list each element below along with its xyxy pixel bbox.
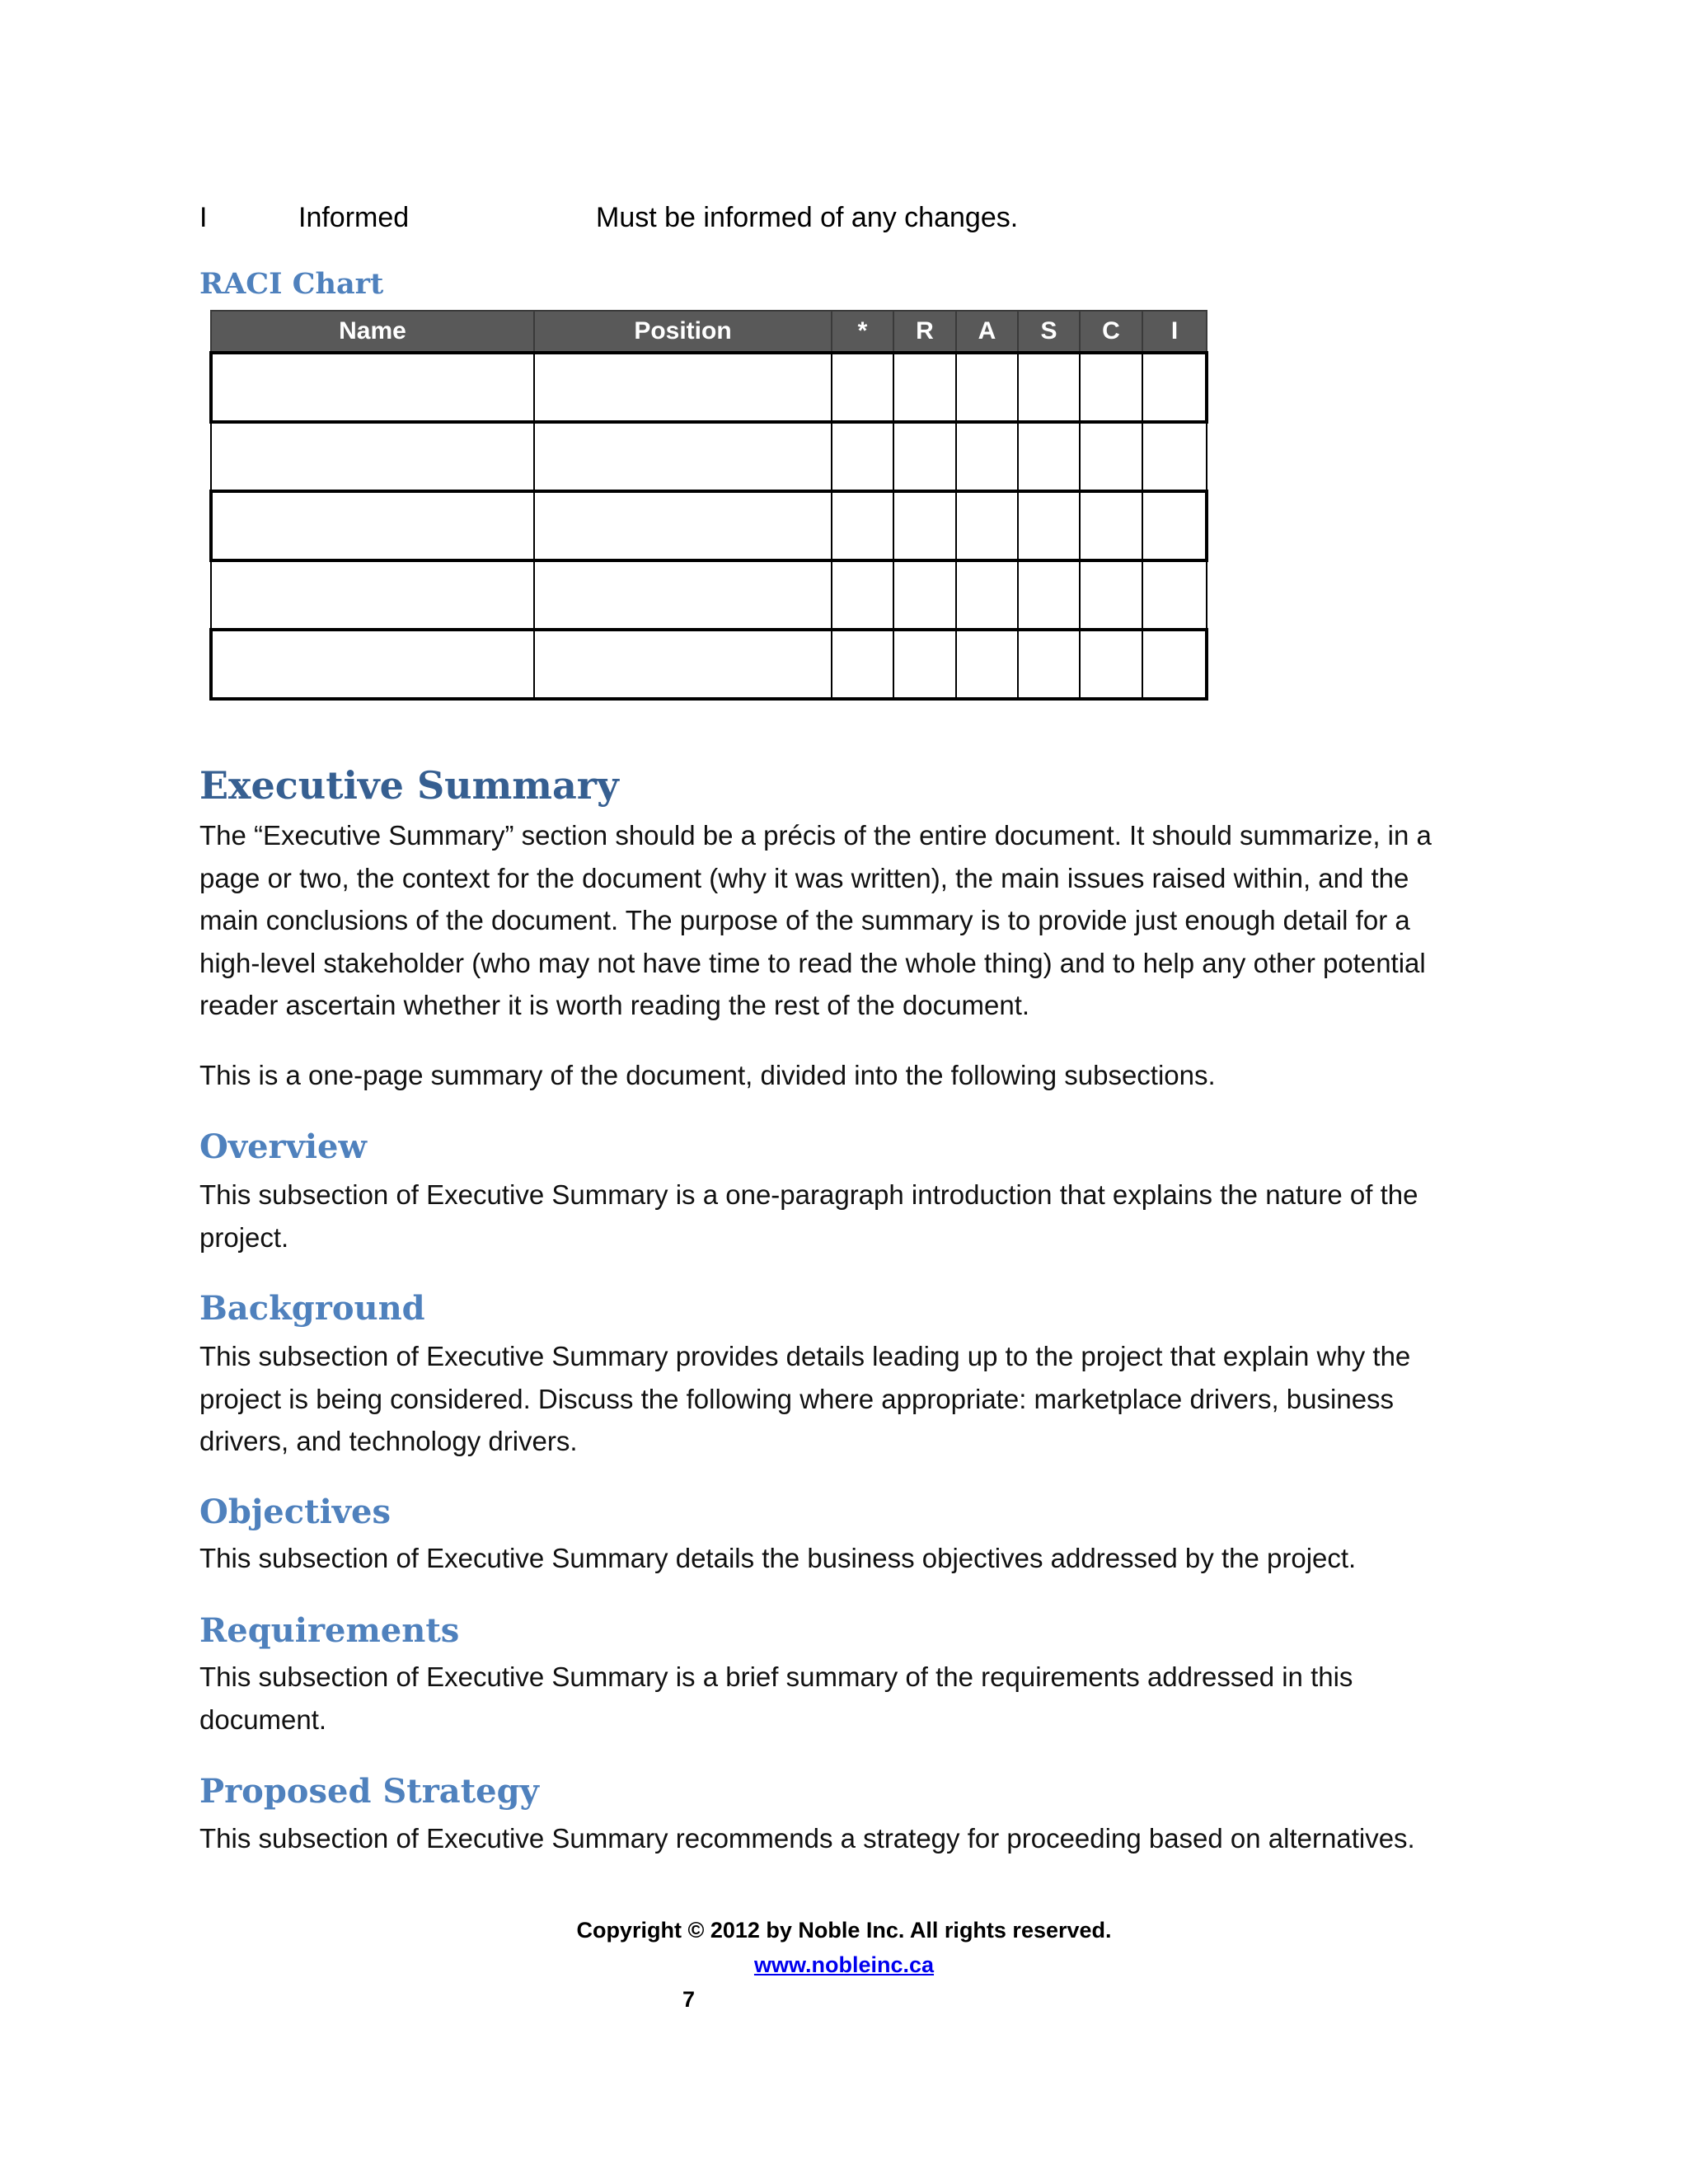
table-cell[interactable] [211,491,534,560]
background-paragraph: This subsection of Executive Summary provides details leading up to the project that explain why the project is being considered. Discuss the following where appropriate: marketplace drivers, business drivers, and technology drivers. [199,1341,1411,1456]
column-header-a: A [956,311,1018,353]
table-cell[interactable] [211,560,534,630]
table-row [211,560,1207,630]
overview-paragraph: This subsection of Executive Summary is a one-paragraph introduction that explains the nature of the project. [199,1179,1418,1253]
column-header-position: Position [534,311,832,353]
page-number: 7 [682,1987,696,2012]
raci-chart-heading: RACI Chart [199,267,384,301]
table-cell[interactable] [832,491,893,560]
table-cell[interactable] [832,630,893,699]
table-row [211,630,1207,699]
table-cell[interactable] [956,491,1018,560]
table-cell[interactable] [211,422,534,491]
proposed-strategy-heading: Proposed Strategy [199,1772,539,1811]
table-cell[interactable] [1018,560,1080,630]
table-cell[interactable] [1080,630,1142,699]
table-cell[interactable] [534,491,832,560]
table-cell[interactable] [1080,491,1142,560]
footer-website-link[interactable]: www.nobleinc.ca [753,1952,935,1977]
raci-code: I [199,202,208,233]
table-cell[interactable] [1080,422,1142,491]
table-cell[interactable] [893,560,956,630]
table-cell[interactable] [1018,353,1080,422]
table-cell[interactable] [893,353,956,422]
raci-role: Informed [298,202,410,233]
table-cell[interactable] [1142,560,1207,630]
objectives-paragraph: This subsection of Executive Summary details the business objectives addressed by the project. [199,1543,1357,1573]
table-cell[interactable] [1142,630,1207,699]
proposed-strategy-paragraph: This subsection of Executive Summary recommends a strategy for proceeding based on alternatives. [199,1823,1415,1854]
table-cell[interactable] [956,353,1018,422]
table-cell[interactable] [211,630,534,699]
table-cell[interactable] [534,630,832,699]
requirements-paragraph: This subsection of Executive Summary is a brief summary of the requirements addressed in this document. [199,1661,1353,1735]
table-cell[interactable] [534,560,832,630]
table-cell[interactable] [1018,491,1080,560]
column-header-c: C [1080,311,1142,353]
table-cell[interactable] [1080,353,1142,422]
table-cell[interactable] [956,560,1018,630]
table-cell[interactable] [534,422,832,491]
requirements-heading: Requirements [199,1611,460,1650]
table-cell[interactable] [534,353,832,422]
table-cell[interactable] [893,422,956,491]
column-header-s: S [1018,311,1080,353]
table-cell[interactable] [832,560,893,630]
table-cell[interactable] [1142,491,1207,560]
background-heading: Background [199,1289,425,1328]
column-header-i: I [1142,311,1207,353]
column-header-asterisk: * [832,311,893,353]
table-cell[interactable] [832,422,893,491]
executive-summary-intro-subsections: This is a one-page summary of the document, divided into the following subsections. [199,1060,1216,1090]
footer-website-row [0,1948,1688,1981]
table-cell[interactable] [956,422,1018,491]
raci-definition-row-informed [199,198,1518,237]
table-cell[interactable] [1018,630,1080,699]
executive-summary-paragraph: The “Executive Summary” section should be a précis of the entire document. It should summarize, in a page or two, the context for the document (why it was written), the main issues raised within, and the main conclusions of the document. The purpose of the summary is to provide just enough detail for a high-level stakeholder (who may not have time to read the whole thing) and to help any other potential reader ascertain whether it is worth reading the rest of the document. [199,820,1432,1020]
table-cell[interactable] [1080,560,1142,630]
table-cell[interactable] [956,630,1018,699]
table-cell[interactable] [893,491,956,560]
footer-copyright: Copyright © 2012 by Noble Inc. All rights reserved. [576,1918,1112,1943]
table-cell[interactable] [1142,353,1207,422]
table-cell[interactable] [211,353,534,422]
table-cell[interactable] [893,630,956,699]
table-cell[interactable] [1142,422,1207,491]
raci-chart-table [209,310,1208,701]
executive-summary-heading: Executive Summary [199,763,619,808]
raci-header-row [211,311,1207,353]
table-row [211,422,1207,491]
table-cell[interactable] [1018,422,1080,491]
table-row [211,491,1207,560]
column-header-name: Name [211,311,534,353]
overview-heading: Overview [199,1127,367,1166]
objectives-heading: Objectives [199,1493,391,1531]
table-row [211,353,1207,422]
raci-description: Must be informed of any changes. [596,202,1019,233]
column-header-r: R [893,311,956,353]
table-cell[interactable] [832,353,893,422]
